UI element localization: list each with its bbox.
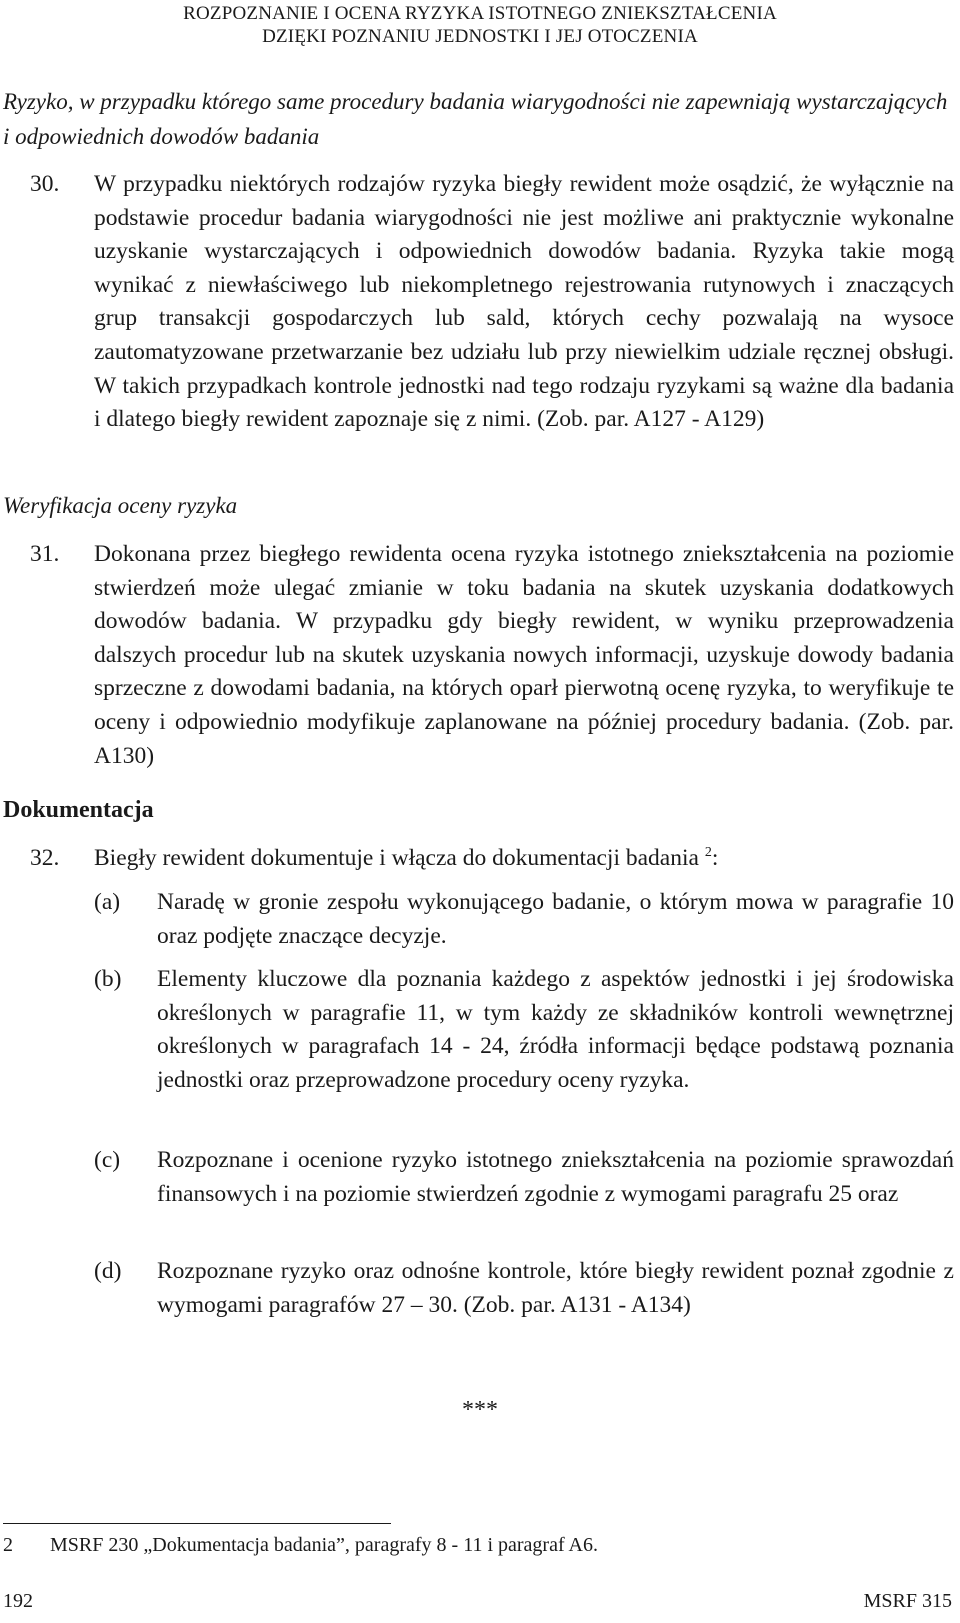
list-item-text-c: Rozpoznane i ocenione ryzyko istotnego zniekształcenia na poziomie sprawozdań finansowych i na poziomie stwierdzeń zgodnie z wymogami paragrafu 25 oraz — [157, 1147, 954, 1207]
running-header-line-1: ROZPOZNANIE I OCENA RYZYKA ISTOTNEGO ZNIEKSZTAŁCENIA — [183, 3, 777, 24]
footnote-divider — [3, 1523, 391, 1524]
footnote-reference[interactable]: 2 — [704, 845, 712, 861]
paragraph-32-intro-text: Biegły rewident dokumentuje i włącza do dokumentacji badania — [94, 845, 699, 871]
section-heading-verification: Weryfikacja oceny ryzyka — [3, 493, 238, 518]
list-item-text-a: Naradę w gronie zespołu wykonującego badanie, o którym mowa w paragrafie 10 oraz podjęte znaczące decyzje. — [157, 889, 954, 949]
section-separator: *** — [462, 1397, 498, 1423]
list-item-label-b: (b) — [94, 966, 122, 992]
list-item-text-b: Elementy kluczowe dla poznania każdego z aspektów jednostki i jej środowiska określonych w paragrafie 11, w tym każdy ze składników kontroli wewnętrznej określonych w paragrafach 14 - 24, źródła informacji będące podstawą poznania jednostki oraz przeprowadzone procedury oceny ryzyka. — [157, 966, 954, 1093]
list-item-text-d: Rozpoznane ryzyko oraz odnośne kontrole, które biegły rewident poznał zgodnie z wymogami paragrafów 27 – 30. (Zob. par. A131 - A134) — [157, 1258, 954, 1318]
running-header-line-2: DZIĘKI POZNANIU JEDNOSTKI I JEJ OTOCZENIA — [262, 26, 698, 47]
paragraph-number-30: 30. — [30, 171, 60, 197]
paragraph-31-text: Dokonana przez biegłego rewidenta ocena ryzyka istotnego zniekształcenia na poziomie stwierdzeń może ulegać zmianie w toku badania na skutek uzyskania dodatkowych dowodów badania. W przypadku gdy biegły rewident, w wyniku przeprowadzenia dalszych procedur lub na skutek uzyskania nowych informacji, uzyskuje dowody badania sprzeczne z dowodami badania, na których oparł pierwotną ocenę ryzyka, to weryfikuje te oceny i odpowiednio modyfikuje zaplanowane na później procedury badania. (Zob. par. A130) — [94, 541, 954, 769]
section-heading-risk: Ryzyko, w przypadku którego same procedury badania wiarygodności nie zapewniają wystarczających i odpowiednich dowodów badania — [3, 89, 948, 149]
section-heading-documentation: Dokumentacja — [3, 797, 154, 823]
paragraph-30-text: W przypadku niektórych rodzajów ryzyka biegły rewident może osądzić, że wyłącznie na podstawie procedur badania wiarygodności nie jest możliwe ani praktycznie wykonalne uzyskanie wystarczających i odpowiednich dowodów badania. Ryzyka takie mogą wynikać z niewłaściwego lub niekompletnego rejestrowania rutynowych i znaczących grup transakcji gospodarczych lub sald, których cechy pozwalają na wysoce zautomatyzowane przetwarzanie bez udziału lub przy niewielkim udziale ręcznej obsługi. W takich przypadkach kontrole jednostki nad tego rodzaju ryzykami są ważne dla badania i dlatego biegły rewident zapoznaje się z nimi. (Zob. par. A127 - A129) — [94, 171, 954, 433]
footnote-number: 2 — [3, 1534, 13, 1556]
list-item-label-d: (d) — [94, 1258, 122, 1284]
footnote-text: MSRF 230 „Dokumentacja badania”, paragrafy 8 - 11 i paragraf A6. — [50, 1534, 598, 1556]
paragraph-number-32: 32. — [30, 845, 60, 871]
page-number: 192 — [3, 1590, 33, 1612]
list-item-label-c: (c) — [94, 1147, 121, 1173]
paragraph-32-intro — [94, 842, 954, 876]
paragraph-number-31: 31. — [30, 541, 60, 567]
paragraph-32-intro-colon: : — [711, 845, 719, 871]
list-item-label-a: (a) — [94, 889, 121, 915]
document-identifier: MSRF 315 — [863, 1590, 952, 1612]
